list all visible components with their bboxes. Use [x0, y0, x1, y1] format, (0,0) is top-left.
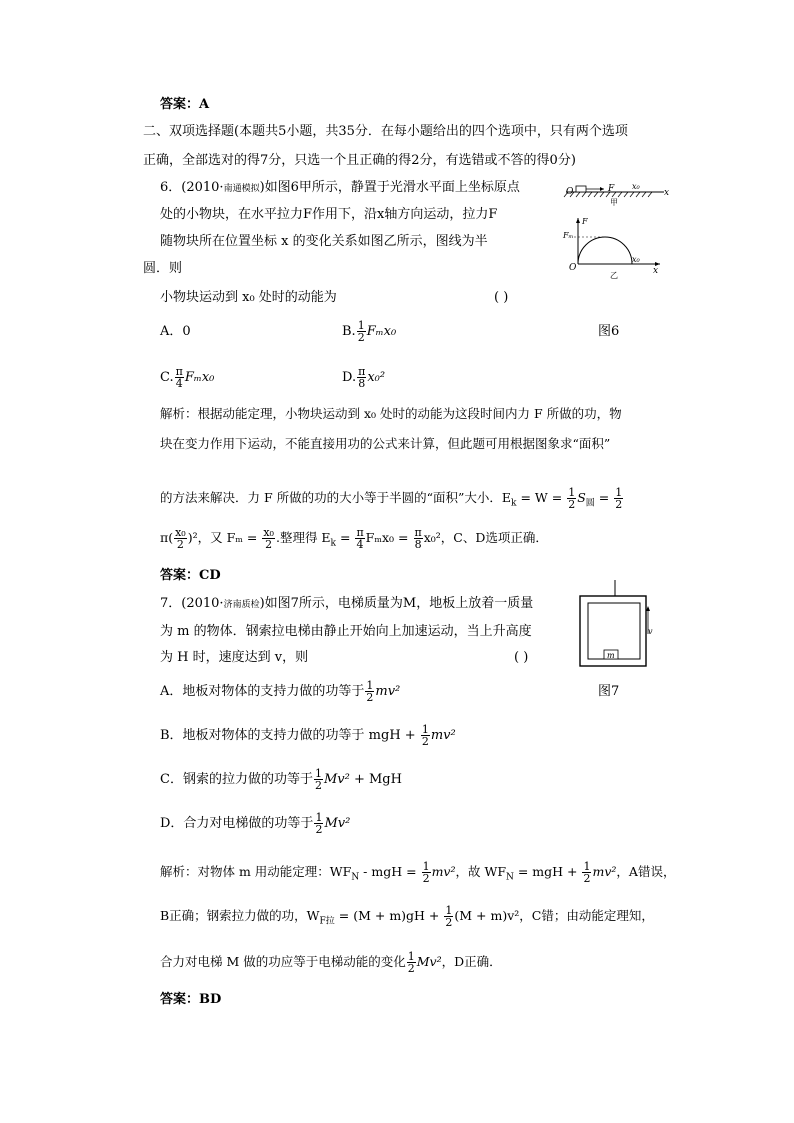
- q7-fig-label: 图7: [598, 684, 620, 699]
- q7-sol2-a: B正确；钢索拉力做的功，W: [160, 908, 320, 923]
- q7-opt-c-post: + MgH: [349, 772, 402, 787]
- q7-opt-a-mv2: mv²: [375, 684, 401, 699]
- q6-paren: ( ): [494, 290, 509, 305]
- fig6-x-top: x: [664, 188, 670, 198]
- q6-opt-c-post: Fₘx₀: [184, 370, 215, 385]
- q7-figure: [576, 580, 666, 672]
- q6-sol3-d: =: [594, 490, 614, 505]
- fig7-v: v: [648, 627, 653, 636]
- q6-answer: 答案：CD: [160, 568, 221, 583]
- sub-N: N: [506, 872, 514, 883]
- frac-half: $\frac{1}{2}$: [568, 486, 576, 511]
- q6-opt-c: [160, 360, 214, 396]
- q6-line3: 随物块所在位置坐标 x 的变化关系如图乙所示，图线为半: [160, 234, 488, 249]
- frac-x0-2: $\frac{\text{x₀}}{2}$: [263, 526, 274, 551]
- q6-num: 6．(2010·: [160, 180, 224, 195]
- q6-opt-a: A．0: [160, 324, 191, 339]
- q7-line2: 为 m 的物体．钢索拉电梯由静止开始向上加速运动，当上升高度: [160, 624, 532, 639]
- q6-opt-b-pre: B.: [342, 324, 356, 339]
- q6-sol3: [160, 480, 624, 522]
- q7-opt-c-Mv2: Mv²: [323, 772, 350, 787]
- q7-sol3-Mv2: Mv²: [416, 954, 442, 969]
- q6-sol2: 块在变力作用下运动，不能直接用功的公式来计算，但此题可用根据图象求“面积”: [160, 436, 611, 451]
- q6-sol1: 解析：根据动能定理，小物块运动到 x₀ 处时的动能为这段时间内力 F 所做的功，物: [160, 406, 622, 421]
- frac-pi-4: $\frac{\pi}{4}$: [356, 526, 364, 551]
- q7-sol1-b: - mgH =: [359, 864, 421, 879]
- q7-line1-rest: )如图7所示，电梯质量为M，地板上放着一质量: [259, 596, 534, 611]
- frac-half: $\frac{1}{2}$: [315, 811, 323, 836]
- q6-sol4-f: x₀²，C、D选项正确．: [423, 530, 548, 545]
- q7-opt-d-text: D．合力对电梯做的功等于: [160, 816, 314, 831]
- sub-k: k: [330, 538, 337, 549]
- q7-opt-b-text: B．地板对物体的支持力做的功等于 mgH +: [160, 728, 420, 743]
- fig6-f-axis: F: [582, 217, 588, 226]
- q6-line1: [160, 178, 520, 199]
- q7-opt-d: [160, 806, 350, 842]
- q7-sol3-b: ，D正确．: [441, 954, 502, 969]
- frac-half: $\frac{1}{2}$: [445, 904, 453, 929]
- fig6-x0-top: x₀: [632, 182, 640, 191]
- section2-line1: 二、双项选择题(本题共5小题，共35分．在每小题给出的四个选项中，只有两个选项: [143, 124, 628, 139]
- sub-k: k: [511, 498, 517, 509]
- fig6-o-top: O: [566, 187, 574, 197]
- q7-sol3-a: 合力对电梯 M 做的功应等于电梯动能的变化: [160, 954, 406, 969]
- q6-figure: [560, 178, 680, 280]
- q7-paren: ( ): [514, 650, 529, 665]
- q6-sol4-e: Fₘx₀ =: [365, 530, 413, 545]
- q7-opt-b: [160, 718, 456, 754]
- frac-half: $\frac{1}{2}$: [583, 860, 591, 885]
- q7-sol1-d: = mgH +: [513, 864, 582, 879]
- fig6-jia: 甲: [610, 198, 618, 207]
- q6-sol4: [160, 520, 548, 562]
- frac-pi-8: $\frac{\pi}{8}$: [358, 365, 366, 390]
- frac-pi-4: $\frac{\pi}{4}$: [175, 365, 183, 390]
- frac-half: $\frac{1}{2}$: [422, 860, 430, 885]
- q6-fig-label: 图6: [598, 324, 620, 339]
- q7-opt-a-text: A．地板对物体的支持力做的功等于: [160, 684, 365, 699]
- q7-num: 7．(2010·: [160, 596, 224, 611]
- frac-half: $\frac{1}{2}$: [366, 679, 374, 704]
- frac-half: $\frac{1}{2}$: [421, 723, 429, 748]
- q7-sol2-c: (M + m)v²，C错；由动能定理知，: [454, 908, 654, 923]
- q6-line2: 处的小物块，在水平拉力F作用下，沿x轴方向运动，拉力F: [160, 207, 498, 222]
- q7-sol1-a: 解析：对物体 m 用动能定理：WF: [160, 864, 352, 879]
- q7-line1: [160, 594, 533, 615]
- frac-half: $\frac{1}{2}$: [615, 486, 623, 511]
- q6-opt-d-pre: D.: [342, 370, 357, 385]
- fig6-x: x: [653, 266, 659, 276]
- q7-sol3: [160, 944, 502, 980]
- frac-half: $\frac{1}{2}$: [407, 950, 415, 975]
- frac-half: $\frac{1}{2}$: [357, 319, 365, 344]
- q7-opt-a: [160, 674, 400, 710]
- q7-sol1: [160, 854, 675, 896]
- q6-line1-rest: )如图6甲所示，静置于光滑水平面上坐标原点: [259, 180, 520, 195]
- q7-line3: 为 H 时，速度达到 v，则: [160, 650, 309, 665]
- fig6-f-top: F: [608, 184, 615, 194]
- fig6-fm: Fₘ: [563, 231, 574, 240]
- q6-source: 南通模拟: [223, 184, 260, 194]
- q6-opt-d: [342, 360, 385, 396]
- sub-la: 拉: [325, 916, 335, 927]
- frac-half: $\frac{1}{2}$: [314, 767, 322, 792]
- sub-N: N: [351, 872, 360, 883]
- sub-semi: 圆: [585, 498, 595, 509]
- answer-5: 答案：A: [160, 97, 210, 112]
- q6-sol4-c: .整理得 E: [275, 530, 331, 545]
- q6-line5: 小物块运动到 x₀ 处时的动能为: [160, 290, 337, 305]
- q6-opt-c-pre: C.: [160, 370, 174, 385]
- q7-sol2-b: = (M + m)gH +: [334, 908, 444, 923]
- q7-opt-d-Mv2: Mv²: [324, 816, 351, 831]
- q7-sol2: [160, 898, 654, 940]
- q7-opt-c: [160, 762, 402, 798]
- section2-line2: 正确，全部选对的得7分，只选一个且正确的得2分，有选错或不答的得0分): [143, 153, 576, 168]
- q6-sol3-c: S: [577, 490, 586, 505]
- fig6-o: O: [569, 263, 577, 273]
- frac-pi-8: $\frac{\pi}{8}$: [414, 526, 422, 551]
- q7-answer: 答案：BD: [160, 992, 222, 1007]
- q7-sol1-c: ，故 WF: [455, 864, 506, 879]
- q6-line4: 圆．则: [143, 261, 183, 276]
- sub-F: F: [319, 916, 326, 927]
- q7-opt-b-mv2: mv²: [430, 728, 456, 743]
- frac-x0-2: $\frac{\text{x₀}}{2}$: [175, 526, 186, 551]
- q6-sol4-b: )²，又 Fₘ =: [187, 530, 262, 545]
- q6-opt-b-post: Fₘx₀: [366, 324, 397, 339]
- q6-sol3-b: = W =: [516, 490, 567, 505]
- q7-sol1-mv2b: mv²: [592, 864, 617, 879]
- fig7-m: m: [607, 651, 615, 660]
- q6-sol3-a: 的方法来解决．力 F 所做的功的大小等于半圆的“面积”大小．E: [160, 490, 512, 505]
- q6-sol4-a: π(: [160, 530, 174, 545]
- fig6-x0: x₀: [632, 255, 640, 264]
- fig6-yi: 乙: [610, 271, 618, 280]
- q7-source: 济南质检: [223, 600, 260, 610]
- q6-opt-d-post: x₀²: [367, 370, 386, 385]
- q7-sol1-e: ，A错误，: [616, 864, 676, 879]
- q6-opt-b: [342, 314, 396, 350]
- q6-sol4-d: =: [336, 530, 355, 545]
- q7-sol1-mv2: mv²: [431, 864, 456, 879]
- q7-opt-c-text: C．钢索的拉力做的功等于: [160, 772, 313, 787]
